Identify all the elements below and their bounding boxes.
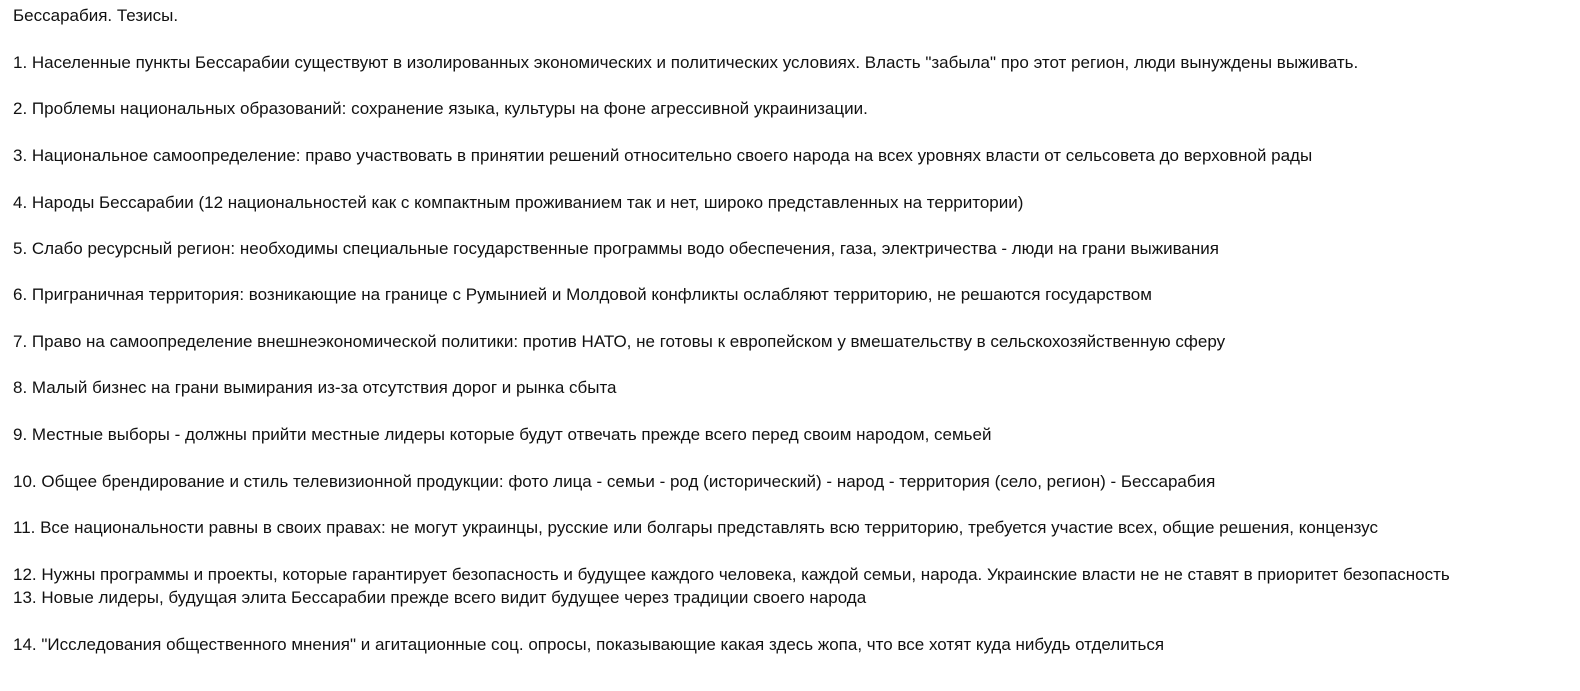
document-title: Бессарабия. Тезисы. (13, 6, 179, 25)
thesis-6: 6. Приграничная территория: возникающие на границе с Румынией и Молдовой конфликты ослабляют территорию, не решаются государством (13, 285, 1152, 304)
thesis-7: 7. Право на самоопределение внешнеэкономической политики: против НАТО, не готовы к европейском у вмешательству в сельскохозяйственную сферу (13, 332, 1226, 351)
thesis-13: 13. Новые лидеры, будущая элита Бессарабии прежде всего видит будущее через традиции своего народа (13, 588, 867, 607)
thesis-12: 12. Нужны программы и проекты, которые гарантирует безопасность и будущее каждого человека, каждой семьи, народа. Украинские власти не не ставят в приоритет безопасность (13, 565, 1450, 584)
thesis-14: 14. "Исследования общественного мнения" и агитационные соц. опросы, показывающие какая здесь жопа, что все хотят куда нибудь отделиться (13, 635, 1165, 654)
thesis-5: 5. Слабо ресурсный регион: необходимы специальные государственные программы водо обеспечения, газа, электричества - люди на грани выживания (13, 239, 1219, 258)
thesis-3: 3. Национальное самоопределение: право участвовать в принятии решений относительно своего народа на всех уровнях власти от сельсовета до верховной рады (13, 146, 1313, 165)
thesis-4: 4. Народы Бессарабии (12 национальностей как с компактным проживанием так и нет, широко представленных на территории) (13, 193, 1024, 212)
thesis-2: 2. Проблемы национальных образований: сохранение языка, культуры на фоне агрессивной украинизации. (13, 99, 868, 118)
thesis-9: 9. Местные выборы - должны прийти местные лидеры которые будут отвечать прежде всего перед своим народом, семьей (13, 425, 992, 444)
thesis-11: 11. Все национальности равны в своих правах: не могут украинцы, русские или болгары представлять всю территорию, требуется участие всех, общие решения, концензус (13, 518, 1378, 537)
thesis-1: 1. Населенные пункты Бессарабии существуют в изолированных экономических и политических условиях. Власть "забыла" про этот регион, люди вынуждены выживать. (13, 53, 1359, 72)
thesis-8: 8. Малый бизнес на грани вымирания из-за отсутствия дорог и рынка сбыта (13, 378, 617, 397)
thesis-10: 10. Общее брендирование и стиль телевизионной продукции: фото лица - семьи - род (исторический) - народ - территория (село, регион) - Бессарабия (13, 472, 1216, 491)
